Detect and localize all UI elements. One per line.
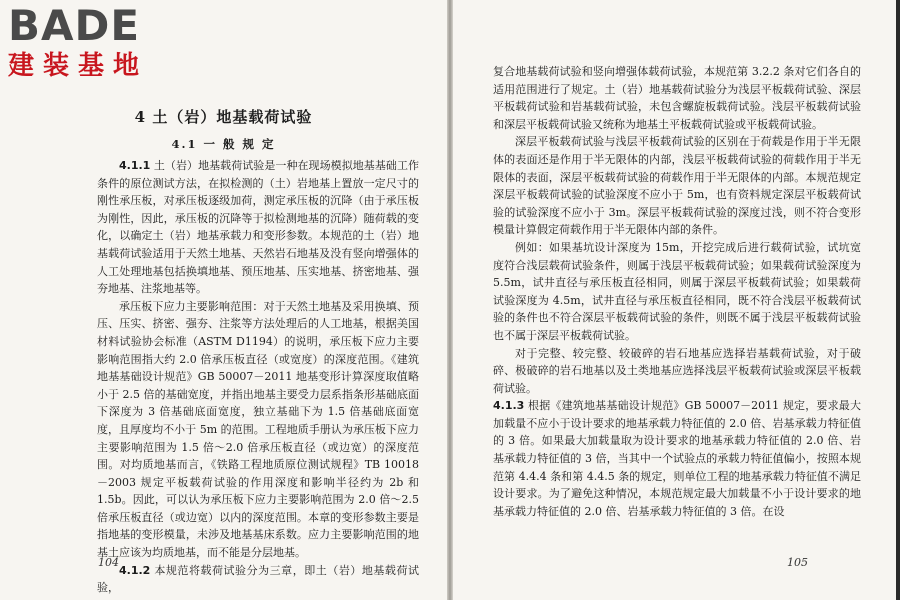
- right-page: [453, 0, 896, 600]
- right-page-body: [493, 63, 861, 520]
- logo-wordmark: BADE: [8, 1, 141, 50]
- scan-edge: [896, 0, 900, 600]
- paragraph-example: [493, 239, 861, 345]
- section-title: 4.1 一 般 规 定: [171, 137, 276, 151]
- paragraph-text: 深层平板载荷试验与浅层平板载荷试验的区别在于荷载是作用于半无限体的表面还是作用于半无限体的内部，浅层平板载荷试验的荷载作用于半无限体的表面，深层平板载荷试验的荷载作用于半无限体的内部。本规范规定深层平板载荷试验的试验深度不应小于 5m，也有资料规定深层平板载荷试验的试验深度不应小于 3m。深层平板载荷试验的深度过浅，则不符合变形模量计算假定荷载作用于半无限体内部的条件。: [493, 135, 861, 237]
- paragraph-deep-vs-shallow: [493, 133, 861, 239]
- paragraph-stress-range: [97, 298, 419, 562]
- chapter-title: 4 土（岩）地基载荷试验: [134, 108, 313, 126]
- paragraph-text: 根据《建筑地基基础设计规范》GB 50007－2011 规定，要求最大加载量不应小于设计要求的地基承载力特征值的 2.0 倍、岩基承载力特征值的 3 倍。如果最大加载量取为设计要求的地基承载力特征值的 2.0 倍、岩基承载力特征值的 3 倍，当其中一个试验点的承载力特征值偏小，按照本规范第 4.4.4 条和第 4.4.5 条的规定，则单位工程的地基承载力特征值不满足设计要求。为了避免这种情况，本规范规定最大加载量不小于设计要求的地基承载力特征值的 2.0 倍、岩基承载力特征值的 3 倍。在设: [493, 399, 861, 518]
- page-number-left: 104: [98, 556, 119, 569]
- paragraph-4-1-1: [97, 157, 419, 298]
- bade-logo: [8, 1, 149, 82]
- paragraph-continued: [493, 63, 861, 133]
- paragraph-text: 例如：如果基坑设计深度为 15m，开挖完成后进行载荷试验，试坑宽度符合浅层载荷试验条件，则属于浅层平板载荷试验；如果载荷试验深度为 5.5m，试井直径与承压板直径相同，则属于深层平板载荷试验；如果载荷试验深度为 4.5m，试井直径与承压板直径相同，既不符合浅层平板载荷试验的条件也不符合深层平板载荷试验的条件，则既不属于浅层平板载荷试验也不属于深层平板载荷试验。: [493, 240, 861, 342]
- paragraph-text: 土（岩）地基载荷试验是一种在现场模拟地基基础工作条件的原位测试方法，在拟检测的（土）岩地基上置放一定尺寸的刚性承压板，对承压板逐级加荷，测定承压板的沉降（由于承压板为刚性，因此，承压板的沉降等于拟检测地基的沉降）随荷载的变化，以确定土（岩）地基承载力和变形参数。本规范的土（岩）地基载荷试验适用于天然土地基、天然岩石地基及没有竖向增强体的人工处理地基包括换填地基、预压地基、压实地基、挤密地基、强夯地基、注浆地基等。: [97, 159, 419, 296]
- logo-chinese-text: 建装基地: [8, 51, 149, 81]
- page-number-right: 105: [787, 556, 808, 569]
- paragraph-4-1-3: [493, 397, 861, 520]
- paragraph-text: 本规范将载荷试验分为三章，即土（岩）地基载荷试验，: [97, 563, 419, 595]
- left-page: [0, 0, 447, 600]
- paragraph-text: 承压板下应力主要影响范围：对于天然土地基及采用换填、预压、压实、挤密、强夯、注浆等方法处理后的人工地基，根据美国材料试验协会标准（ASTM D1194）的说明，承压板下应力主要影响范围指大约 2.0 倍承压板直径（或宽度）的深度范围。《建筑地基基础设计规范》GB 50007－2011 地基变形计算深度取值略小于 2.5 倍的基础宽度，并指出地基主要受力层系指条形基础底面下深度为 3 倍基础底面宽度，独立基础下为 1.5 倍基础底面宽度，且厚度均不小于 5m 的范围。工程地质手册认为承压板下应力主要影响范围为 1.5 倍～2.0 倍承压板直径（或边宽）的深度范围。对均质地基而言，《铁路工程地质原位测试规程》TB 10018－2003 规定平板载荷试验的作用深度和影响半径约为 2b 和 1.5b。因此，可以认为承压板下应力主要影响范围为 2.0 倍～2.5 倍承压板直径（或边宽）以内的深度范围。本章的变形参数主要是指地基的变形模量，未涉及地基基床系数。应力主要影响范围的地基土应该为均质地基，而不能是分层地基。: [97, 299, 419, 560]
- paragraph-rock-foundation: [493, 345, 861, 398]
- paragraph-4-1-2: [97, 562, 419, 597]
- clause-number: 4.1.2: [119, 563, 151, 577]
- paragraph-text: 复合地基载荷试验和竖向增强体载荷试验，本规范第 3.2.2 条对它们各自的适用范围进行了规定。土（岩）地基载荷试验分为浅层平板载荷试验、深层平板载荷试验和岩基载荷试验，未包含螺旋板载荷试验。浅层平板载荷试验和深层平板载荷试验又统称为地基土平板载荷试验或平板载荷试验。: [493, 65, 861, 131]
- clause-number: 4.1.3: [493, 399, 525, 413]
- left-page-body: [97, 157, 419, 597]
- clause-number: 4.1.1: [119, 159, 151, 172]
- paragraph-text: 对于完整、较完整、较破碎的岩石地基应选择岩基载荷试验，对于破碎、极破碎的岩石地基以及土类地基应选择浅层平板载荷试验或深层平板载荷试验。: [493, 346, 861, 395]
